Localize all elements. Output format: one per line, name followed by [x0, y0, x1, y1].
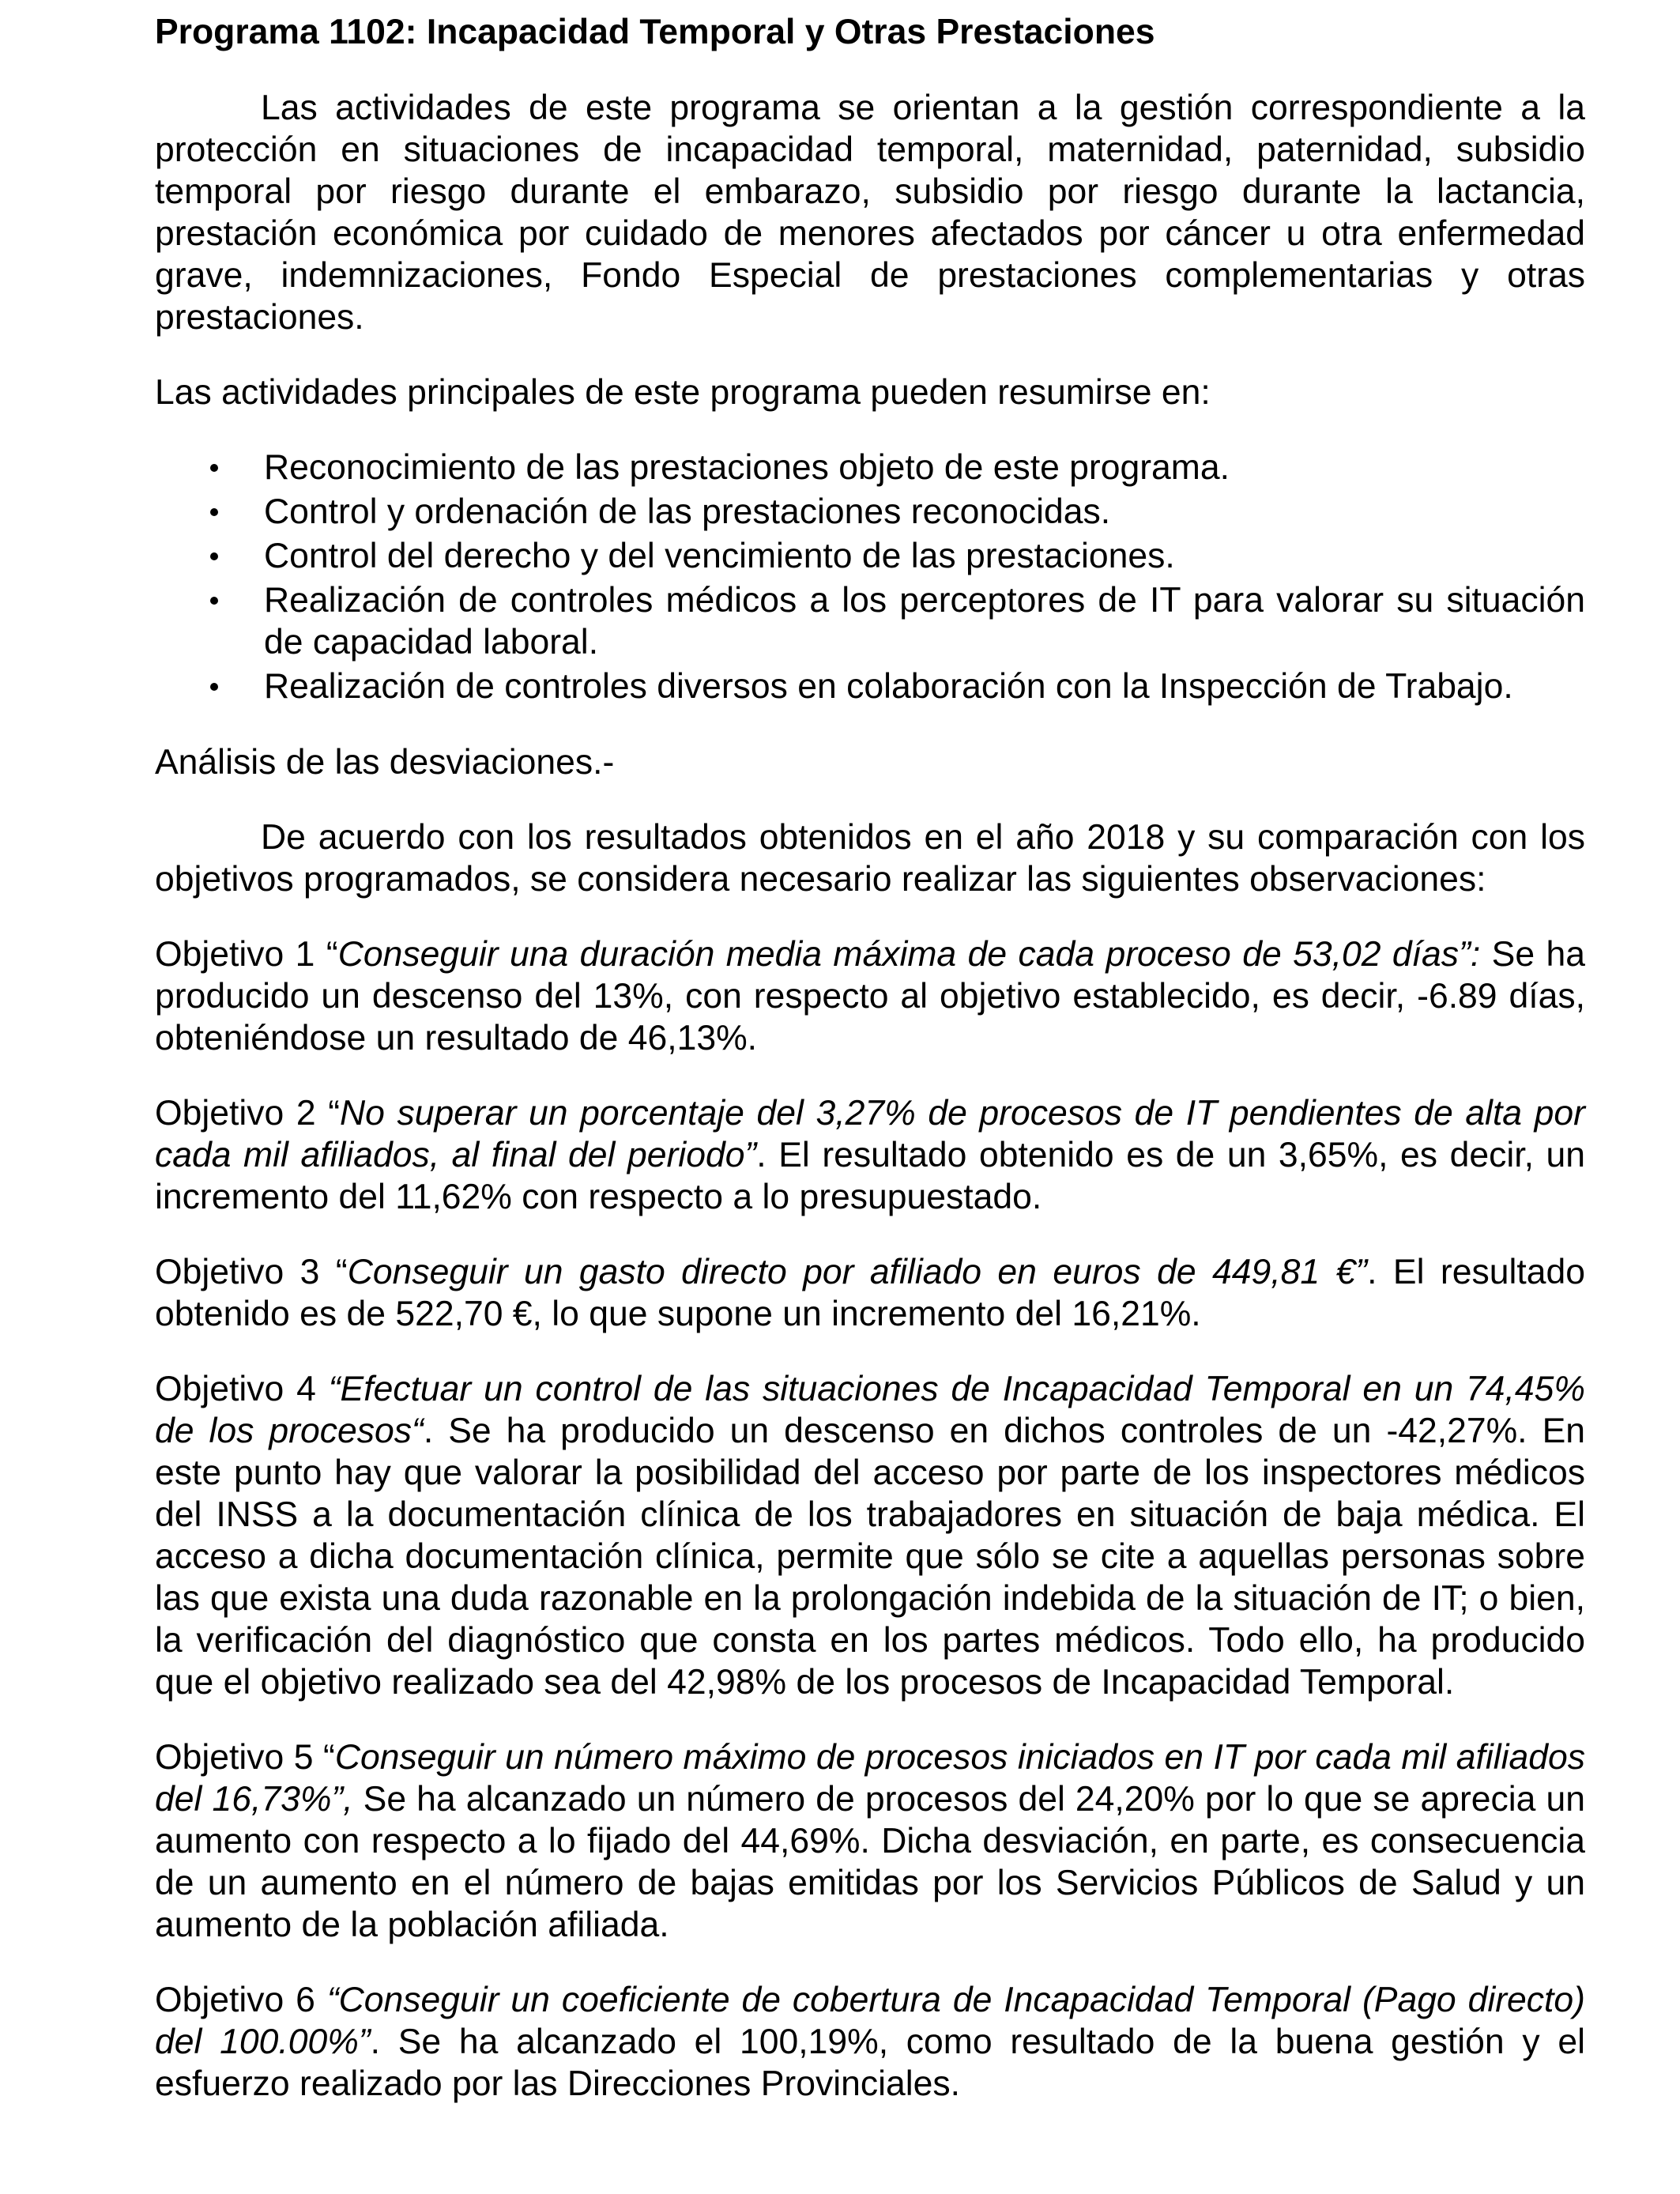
list-item — [155, 579, 1585, 663]
intro-paragraph: Las actividades de este programa se orientan a la gestión correspondiente a la protección en situaciones de incapacidad temporal, maternidad, paternidad, subsidio temporal por riesgo durante el embarazo, subsidio por riesgo durante la lactancia, prestación económica por cuidado de menores afectados por cáncer u otra enfermedad grave, indemnizaciones, Fondo Especial de prestaciones complementarias y otras prestaciones. — [155, 89, 1585, 337]
objective-label: Objetivo 3 “ — [155, 1253, 348, 1291]
objective-result: . El resultado obtenido es de un 3,65%, es decir, un incremento del 11,62% con respecto a lo presupuestado. — [155, 1136, 1586, 1216]
objective-4-paragraph — [155, 1368, 1585, 1703]
analysis-intro: De acuerdo con los resultados obtenidos en el año 2018 y su comparación con los objetivos programados, se considera necesario realizar las siguientes observaciones: — [155, 818, 1585, 899]
list-item — [155, 535, 1585, 577]
objective-2-paragraph — [155, 1092, 1585, 1218]
analysis-heading: Análisis de las desviaciones.- — [155, 743, 615, 782]
objective-3-paragraph — [155, 1251, 1585, 1335]
bullet-icon — [210, 508, 218, 516]
document-page — [155, 11, 1585, 2138]
bullet-icon — [210, 552, 218, 560]
objective-6-paragraph — [155, 1979, 1585, 2105]
activities-list — [155, 447, 1585, 707]
objective-result: . Se ha alcanzado el 100,19%, como resultado de la buena gestión y el esfuerzo realizado por las Direcciones Provinciales. — [155, 2022, 1585, 2103]
list-item — [155, 491, 1585, 533]
list-item — [155, 665, 1585, 707]
page-title: Programa 1102: Incapacidad Temporal y Otras Prestaciones — [155, 13, 1155, 51]
objective-goal: Conseguir un gasto directo por afiliado en euros de 449,81 €” — [347, 1253, 1368, 1291]
objective-goal: Conseguir un número máximo de procesos iniciados en IT por cada mil afiliados del 16,73%”, — [155, 1738, 1585, 1819]
objective-goal: Conseguir una duración media máxima de cada proceso de 53,02 días”: — [337, 935, 1481, 974]
bullet-icon — [210, 683, 218, 691]
list-item-text: Reconocimiento de las prestaciones objeto de este programa. — [264, 448, 1230, 487]
objective-result: Se ha producido un descenso del 13%, con respecto al objetivo establecido, es decir, -6.89 días, obteniéndose un resultado de 46,13%. — [155, 935, 1586, 1057]
activities-heading: Las actividades principales de este programa pueden resumirse en: — [155, 373, 1211, 412]
objective-goal: “Conseguir un coeficiente de cobertura de Incapacidad Temporal (Pago directo) del 100.00%” — [155, 1981, 1585, 2061]
list-item-text: Control del derecho y del vencimiento de las prestaciones. — [264, 537, 1175, 575]
list-item-text: Realización de controles diversos en colaboración con la Inspección de Trabajo. — [264, 667, 1513, 706]
objective-label: Objetivo 5 “ — [155, 1738, 335, 1777]
objective-result: Se ha alcanzado un número de procesos del 24,20% por lo que se aprecia un aumento con respecto a lo fijado del 44,69%. Dicha desviación, en parte, es consecuencia de un aumento en el número de bajas emitidas por los Servicios Públicos de Salud y un aumento de la población afiliada. — [155, 1780, 1585, 1944]
objective-label: Objetivo 2 “ — [155, 1094, 341, 1133]
list-item — [155, 447, 1585, 488]
objective-result: . El resultado obtenido es de 522,70 €, lo que supone un incremento del 16,21%. — [155, 1253, 1585, 1333]
objective-result: . Se ha producido un descenso en dichos controles de un -42,27%. En este punto hay que valorar la posibilidad del acceso por parte de los inspectores médicos del INSS a la documentación clínica de los trabajadores en situación de baja médica. El acceso a dicha documentación clínica, permite que sólo se cite a aquellas personas sobre las que exista una duda razonable en la prolongación indebida de la situación de IT; o bien, la verificación del diagnóstico que consta en los partes médicos. Todo ello, ha producido que el objetivo realizado sea del 42,98% de los procesos de Incapacidad Temporal. — [155, 1412, 1585, 1702]
objective-goal: “Efectuar un control de las situaciones de Incapacidad Temporal en un 74,45% de los procesos“ — [155, 1370, 1585, 1450]
objective-goal: No superar un porcentaje del 3,27% de procesos de IT pendientes de alta por cada mil afiliados, al final del periodo” — [155, 1094, 1585, 1174]
objective-1-paragraph — [155, 933, 1585, 1059]
objective-label: Objetivo 4 — [155, 1370, 329, 1408]
objective-label: Objetivo 1 “ — [155, 935, 338, 974]
objective-label: Objetivo 6 — [155, 1981, 327, 2019]
objective-5-paragraph — [155, 1736, 1585, 1946]
bullet-icon — [210, 464, 218, 472]
bullet-icon — [210, 597, 218, 605]
list-item-text: Control y ordenación de las prestaciones reconocidas. — [264, 492, 1111, 531]
list-item-text: Realización de controles médicos a los perceptores de IT para valorar su situación de capacidad laboral. — [264, 581, 1585, 662]
